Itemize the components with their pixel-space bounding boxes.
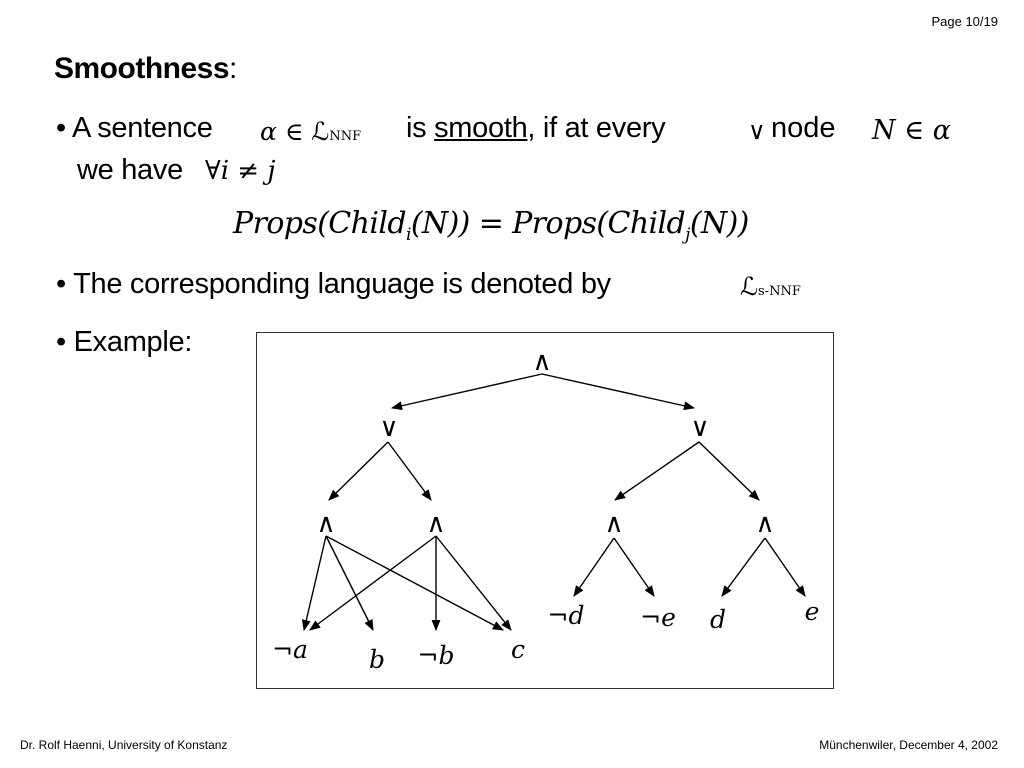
leaf-not-a: ¬a — [272, 635, 308, 664]
leaf-not-b: ¬b — [417, 641, 455, 670]
edge-orright-and3 — [615, 442, 699, 500]
text-node: node — [771, 112, 836, 144]
node-root-and: ∧ — [532, 347, 552, 377]
bullet-language — [56, 268, 611, 301]
leaf-not-e: ¬e — [640, 603, 676, 632]
text-is: is — [406, 112, 427, 144]
nnf-diagram — [256, 332, 834, 689]
edge-and4-e — [765, 538, 805, 596]
bullet-text-language: The corresponding language is denoted by — [73, 268, 611, 300]
bullet-text-a-sentence: A sentence — [72, 112, 213, 144]
math-N-in-alpha: N ∈ α — [872, 115, 952, 146]
or-symbol: ∨ — [748, 117, 766, 145]
edge-and1-c — [326, 536, 503, 630]
math-forall-i-neq-j: ∀i ≠ j — [205, 156, 276, 186]
edge-and1-not-a — [304, 536, 326, 630]
node-or-right: ∨ — [690, 413, 710, 443]
math-L-subscript-nnf: NNF — [329, 129, 362, 144]
formula-sub-j: j — [685, 225, 690, 245]
edge-and1-b — [326, 536, 373, 630]
formula-sub-i: i — [405, 225, 411, 245]
text-we-have: we have — [77, 154, 183, 186]
diagram-leaves — [272, 597, 819, 674]
bullet-smooth-definition — [56, 112, 213, 145]
edge-orleft-and2 — [388, 442, 431, 500]
bullet-mark: • — [56, 326, 66, 358]
smoothness-formula — [233, 206, 749, 245]
node-and-1: ∧ — [316, 509, 336, 539]
node-or-left: ∨ — [379, 413, 399, 443]
edge-and3-not-e — [614, 538, 654, 596]
leaf-not-d: ¬d — [547, 601, 585, 630]
edge-root-or-left — [392, 374, 542, 408]
node-and-2: ∧ — [426, 509, 446, 539]
node-and-3: ∧ — [604, 509, 624, 539]
edge-and2-not-a — [310, 536, 436, 630]
edge-orleft-and1 — [329, 442, 388, 500]
title-main: Smoothness — [54, 52, 230, 85]
slide-title — [54, 52, 237, 86]
text-if-at-every: , if at every — [527, 112, 666, 144]
leaf-c: c — [510, 635, 526, 664]
bullet-mark: • — [56, 112, 66, 144]
edge-and2-c — [436, 536, 511, 630]
page-number: Page 10/19 — [931, 14, 998, 29]
bullet-text-example: Example: — [73, 326, 193, 358]
footer-location-date: Münchenwiler, December 4, 2002 — [819, 738, 998, 752]
formula-right: (N)) — [689, 206, 749, 241]
edge-root-or-right — [542, 374, 694, 408]
math-alpha-in-L-nnf — [260, 117, 361, 146]
math-L-subscript-s-nnf: s-NNF — [758, 284, 801, 299]
formula-left: Props(Child — [233, 206, 406, 241]
edge-and3-not-d — [574, 538, 614, 596]
bullet-mark: • — [56, 268, 66, 300]
math-L-script: ℒ — [311, 117, 330, 146]
leaf-b: b — [368, 645, 386, 674]
title-suffix: : — [229, 52, 237, 85]
bullet-text-is-smooth — [406, 112, 665, 145]
leaf-d: d — [709, 605, 727, 634]
math-L-script: ℒ — [740, 272, 759, 301]
edge-orright-and4 — [699, 442, 759, 500]
edge-and4-d — [722, 538, 765, 596]
node-and-4: ∧ — [755, 509, 775, 539]
formula-middle: (N)) = Props(Child — [410, 206, 686, 241]
diagram-nodes — [316, 347, 774, 539]
footer-author: Dr. Rolf Haenni, University of Konstanz — [20, 738, 228, 752]
math-L-s-nnf — [740, 272, 801, 301]
term-smooth: smooth — [434, 112, 528, 144]
math-alpha-in: α ∈ — [260, 117, 312, 146]
leaf-e: e — [804, 597, 820, 626]
bullet-example — [56, 326, 192, 359]
